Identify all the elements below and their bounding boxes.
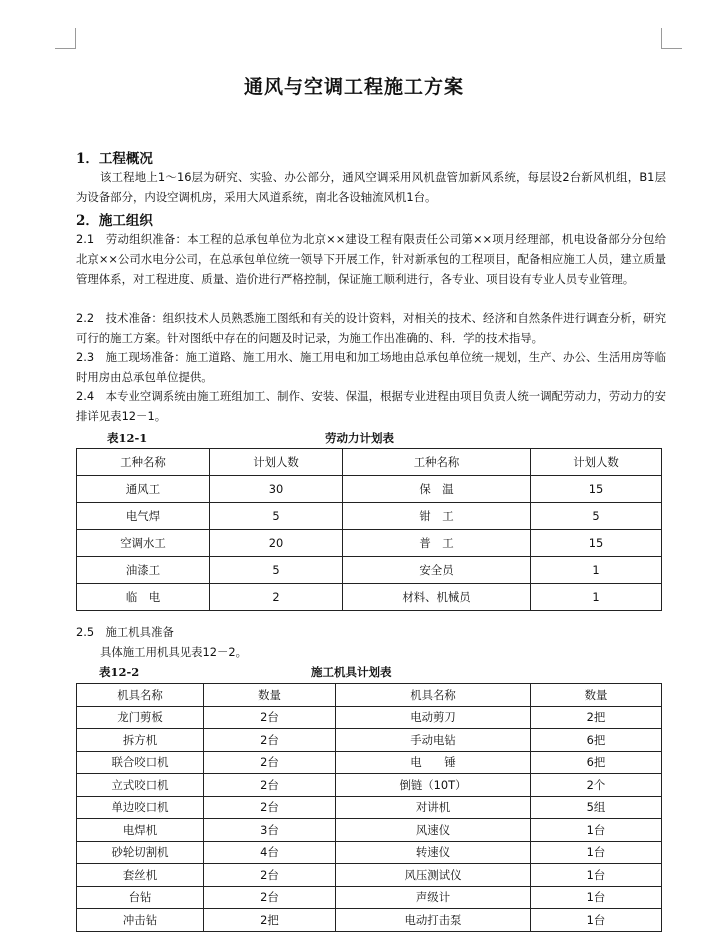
- table-cell: 6把: [531, 729, 662, 752]
- paragraph-2-2: 2.2 技术准备：组织技术人员熟悉施工图纸和有关的设计资料，对相关的技术、经济和自然条件进行调查分析，研究可行的施工方案。针对图纸中存在的问题及时记录，为施工作出准确的、科．学的技术指导。: [76, 311, 666, 345]
- table-cell: 对讲机: [336, 796, 531, 819]
- table-cell: 5组: [531, 796, 662, 819]
- table-cell: 2台: [204, 729, 336, 752]
- table-cell: 2台: [204, 886, 336, 909]
- crop-mark-top-right: [661, 28, 682, 49]
- table-1-label: 表12-1: [107, 431, 148, 445]
- table-row: [77, 503, 662, 530]
- section-2-heading: 2．施工组织: [76, 213, 153, 229]
- document-title: 通风与空调工程施工方案: [243, 76, 464, 98]
- table-cell: 5: [531, 503, 662, 530]
- table-cell: 2: [210, 584, 343, 611]
- table-cell: 空调水工: [77, 530, 210, 557]
- table-cell: 砂轮切割机: [77, 841, 204, 864]
- header-cell: 数量: [204, 684, 336, 707]
- paragraph-2-5: 2.5 施工机具准备: [76, 625, 174, 639]
- table-cell: 15: [531, 530, 662, 557]
- paragraph-2-3: 2.3 施工现场准备：施工道路、施工用水、施工用电和加工场地由总承包单位统一规划，生产、办公、生活用房等临时用房由总承包单位提供。: [76, 350, 666, 384]
- table-cell: 拆方机: [77, 729, 204, 752]
- table-cell: 2台: [204, 864, 336, 887]
- table-header-row: [77, 449, 662, 476]
- table-cell: 电 锤: [336, 751, 531, 774]
- table-cell: 1台: [531, 909, 662, 932]
- header-cell: 数量: [531, 684, 662, 707]
- header-cell: 机具名称: [77, 684, 204, 707]
- header-cell: 机具名称: [336, 684, 531, 707]
- table-row: [77, 774, 662, 797]
- table-row: [77, 706, 662, 729]
- table-row: [77, 886, 662, 909]
- table-cell: 套丝机: [77, 864, 204, 887]
- table-row: [77, 864, 662, 887]
- header-cell: 工种名称: [343, 449, 531, 476]
- table-cell: 电动打击泵: [336, 909, 531, 932]
- header-cell: 计划人数: [210, 449, 343, 476]
- table-cell: 5: [210, 503, 343, 530]
- table-cell: 3台: [204, 819, 336, 842]
- labor-plan-table: [76, 448, 662, 611]
- table-cell: 电焊机: [77, 819, 204, 842]
- table-cell: 电动剪刀: [336, 706, 531, 729]
- table-cell: 1台: [531, 886, 662, 909]
- table-cell: 临 电: [77, 584, 210, 611]
- table-cell: 通风工: [77, 476, 210, 503]
- table-row: [77, 530, 662, 557]
- table-cell: 倒链（10T）: [336, 774, 531, 797]
- header-cell: 计划人数: [531, 449, 662, 476]
- table-cell: 1台: [531, 864, 662, 887]
- table-cell: 2个: [531, 774, 662, 797]
- table-row: [77, 796, 662, 819]
- table-cell: 2把: [531, 706, 662, 729]
- table-cell: 声级计: [336, 886, 531, 909]
- table-cell: 风压测试仪: [336, 864, 531, 887]
- paragraph-2-4: 2.4 本专业空调系统由施工班组加工、制作、安装、保温，根据专业进程由项目负责人统一调配劳动力，劳动力的安排详见表12－1。: [76, 389, 666, 423]
- paragraph-2-1: 2.1 劳动组织准备：本工程的总承包单位为北京××建设工程有限责任公司第××项月经理部，机电设备部分分包给北京××公司水电分公司，在总承包单位统一领导下开展工作，针对新承包的工程项目，配备相应施工人员，建立质量管理体系，对工程进度、质量、造价进行严格控制，保证施工顺利进行，各专业、项目设有专业人员专业管理。: [76, 232, 666, 286]
- table-cell: 油漆工: [77, 557, 210, 584]
- table-cell: 2台: [204, 751, 336, 774]
- table-cell: 20: [210, 530, 343, 557]
- table-cell: 材料、机械员: [343, 584, 531, 611]
- table-header-row: [77, 684, 662, 707]
- table-row: [77, 584, 662, 611]
- table-cell: 龙门剪板: [77, 706, 204, 729]
- table-cell: 2台: [204, 796, 336, 819]
- table-cell: 台钻: [77, 886, 204, 909]
- table-cell: 1: [531, 584, 662, 611]
- table-cell: 保 温: [343, 476, 531, 503]
- table-cell: 安全员: [343, 557, 531, 584]
- table-cell: 1台: [531, 841, 662, 864]
- table-cell: 钳 工: [343, 503, 531, 530]
- table-row: [77, 557, 662, 584]
- table-cell: 6把: [531, 751, 662, 774]
- table-row: [77, 841, 662, 864]
- section-1-heading: 1．工程概况: [76, 151, 153, 167]
- table-cell: 15: [531, 476, 662, 503]
- table-cell: 30: [210, 476, 343, 503]
- table-row: [77, 909, 662, 932]
- table-cell: 2台: [204, 774, 336, 797]
- table-cell: 立式咬口机: [77, 774, 204, 797]
- table-cell: 1台: [531, 819, 662, 842]
- section-1-paragraph: 该工程地上1～16层为研究、实验、办公部分，通风空调采用风机盘管加新风系统，每层设2台新风机组，B1层为设备部分，内设空调机房，采用大风道系统，南北各设轴流风机1台。: [76, 170, 666, 204]
- table-1-caption: 劳动力计划表: [325, 431, 394, 445]
- table-cell: 冲击钻: [77, 909, 204, 932]
- table-cell: 2台: [204, 706, 336, 729]
- table-row: [77, 751, 662, 774]
- table-cell: 电气焊: [77, 503, 210, 530]
- paragraph-2-5-detail: 具体施工用机具见表12－2。: [100, 645, 248, 659]
- equipment-plan-table: [76, 683, 662, 932]
- table-cell: 4台: [204, 841, 336, 864]
- table-row: [77, 819, 662, 842]
- table-cell: 5: [210, 557, 343, 584]
- table-2-label: 表12-2: [99, 665, 140, 679]
- table-cell: 单边咬口机: [77, 796, 204, 819]
- table-cell: 1: [531, 557, 662, 584]
- table-cell: 普 工: [343, 530, 531, 557]
- table-row: [77, 476, 662, 503]
- table-cell: 联合咬口机: [77, 751, 204, 774]
- table-2-caption: 施工机具计划表: [311, 665, 392, 679]
- table-row: [77, 729, 662, 752]
- crop-mark-top-left: [55, 28, 76, 49]
- table-cell: 2把: [204, 909, 336, 932]
- table-cell: 手动电钻: [336, 729, 531, 752]
- header-cell: 工种名称: [77, 449, 210, 476]
- table-cell: 转速仪: [336, 841, 531, 864]
- table-cell: 风速仪: [336, 819, 531, 842]
